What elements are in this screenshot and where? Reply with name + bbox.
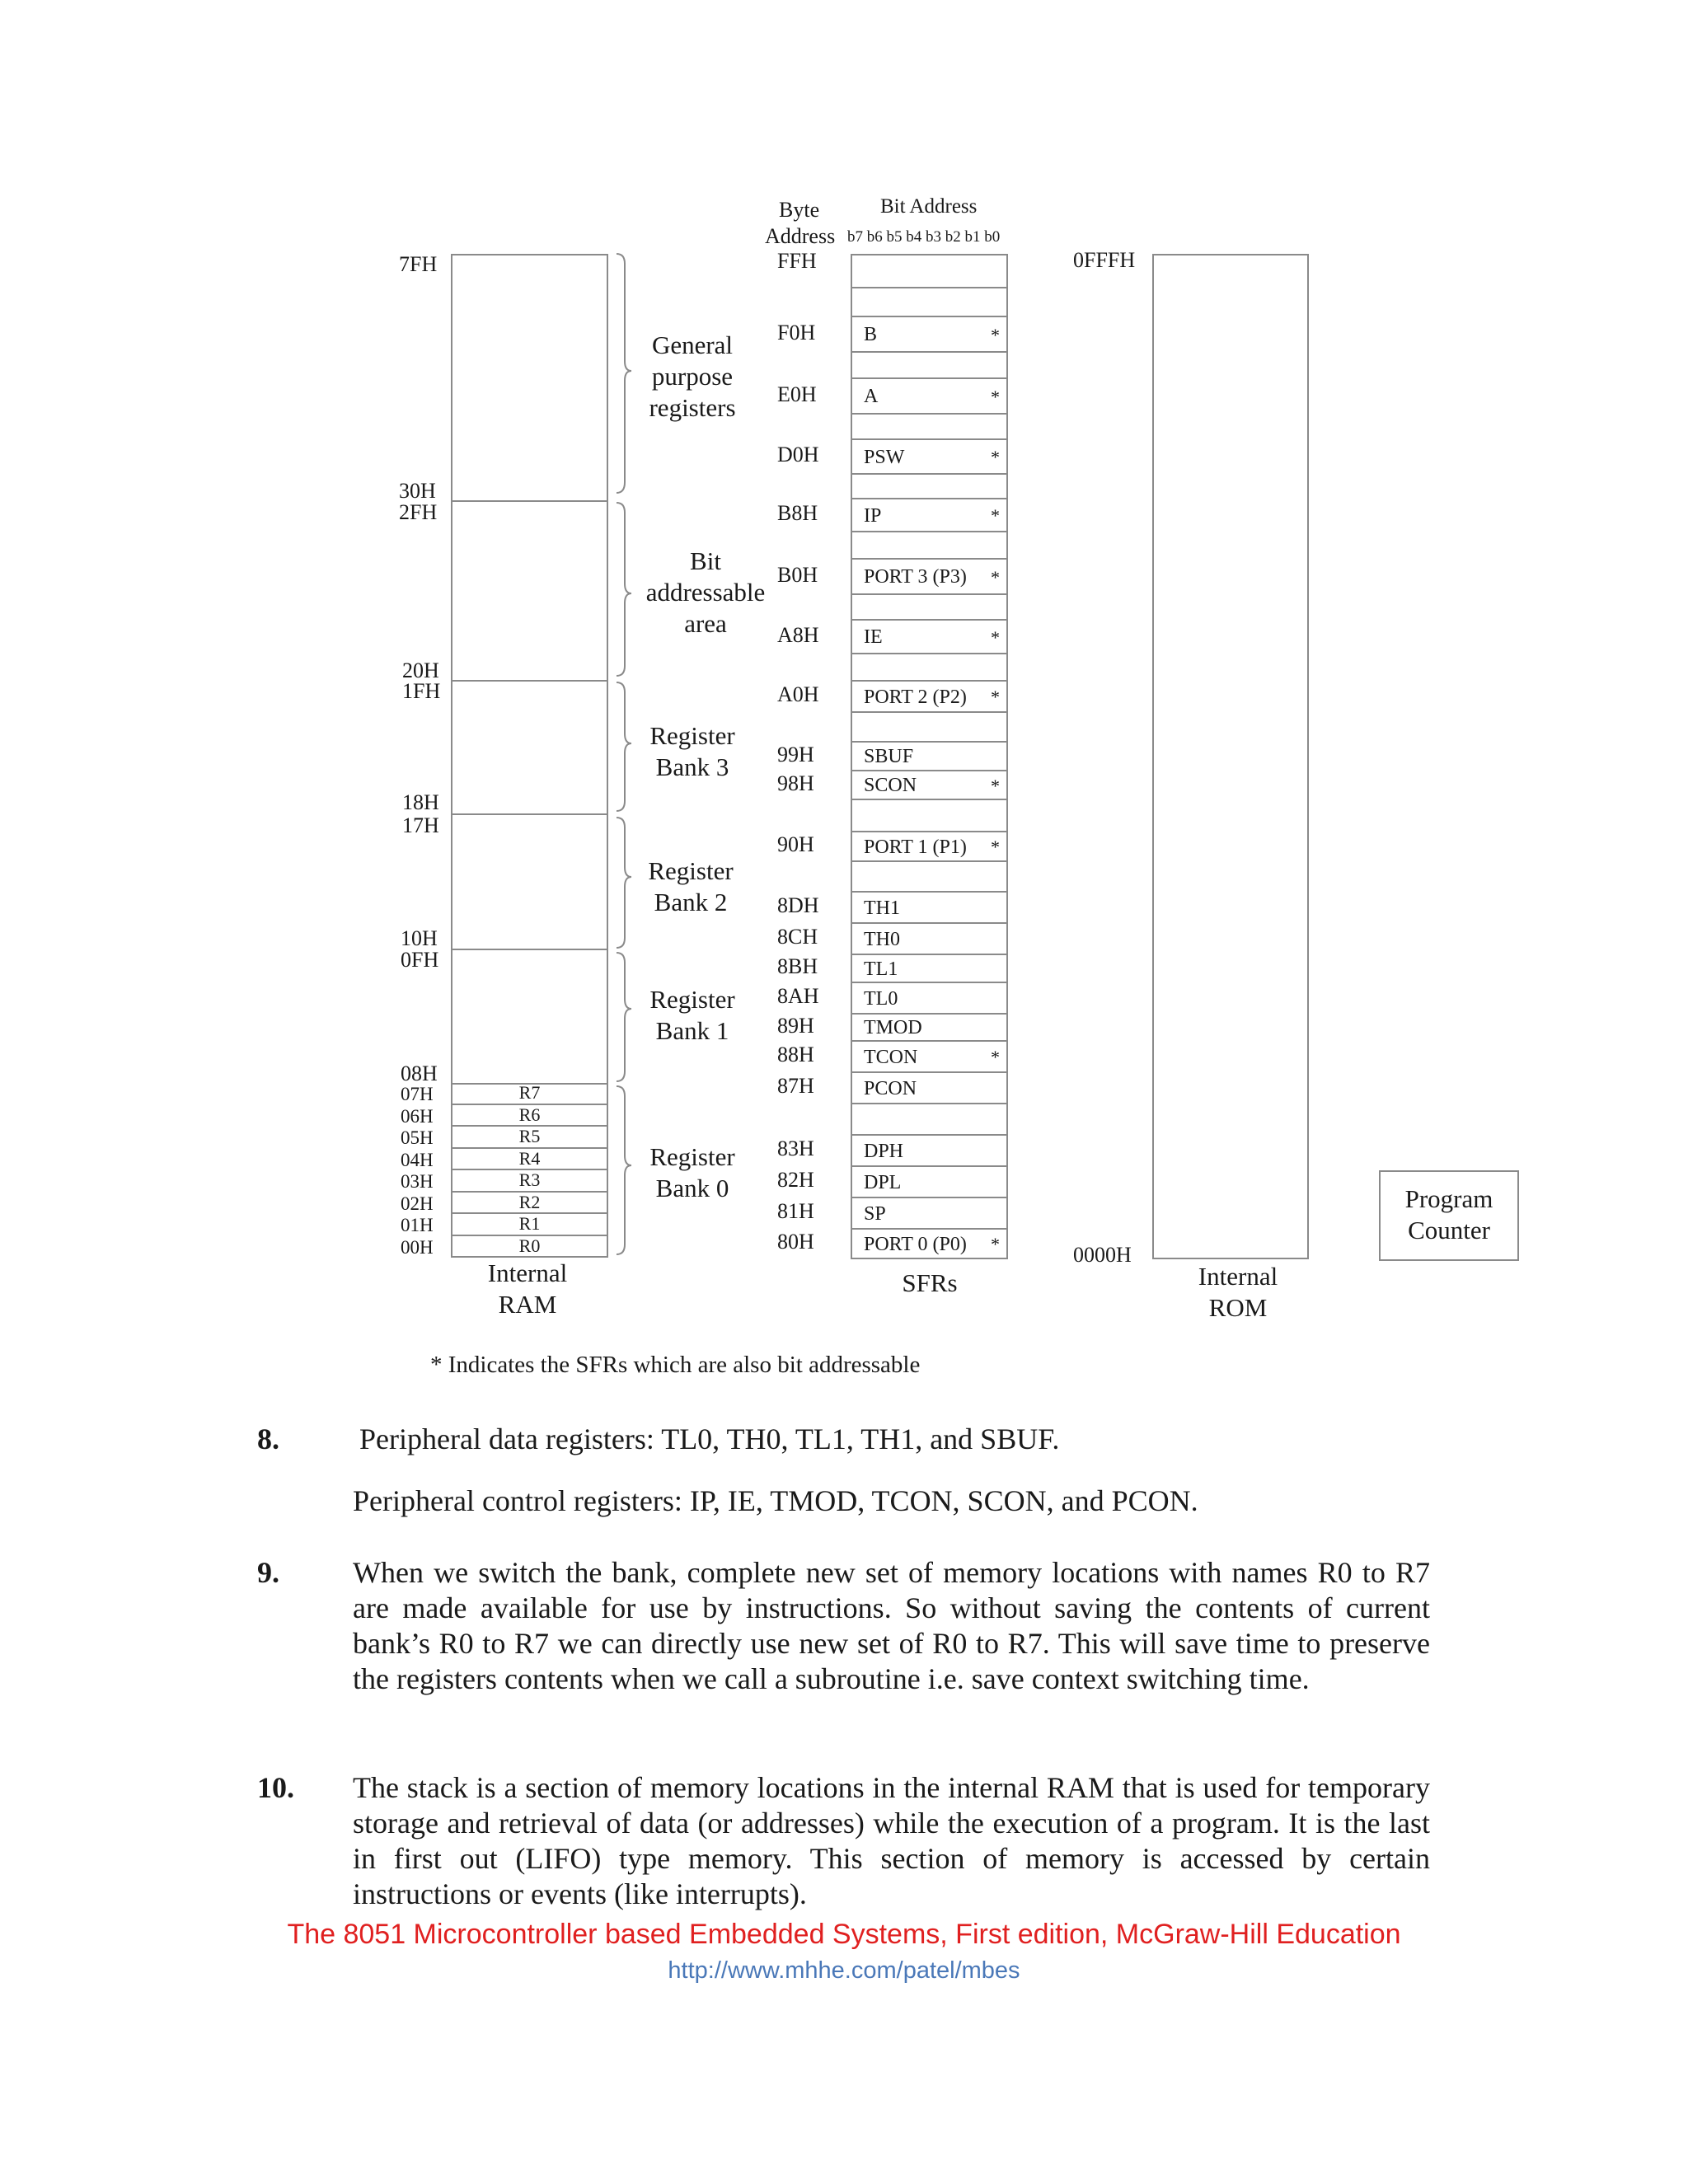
ram-address-label: 10H xyxy=(401,926,438,950)
region-label-bit-addressable: Bit addressable area xyxy=(645,546,766,638)
sfr-byte-address: 8CH xyxy=(777,925,818,949)
ram-address-label: 00H xyxy=(401,1237,434,1258)
ram-address-label: 0FH xyxy=(401,948,439,972)
item-number-10: 10. xyxy=(257,1771,294,1804)
sfr-byte-address: 87H xyxy=(777,1074,814,1098)
sfr-header-byte: Byte xyxy=(779,198,820,222)
footer-book-title: The 8051 Microcontroller based Embedded Systems, First edition, McGraw-Hill Education xyxy=(287,1919,1401,1950)
ram-divider xyxy=(451,500,608,502)
sfr-cell xyxy=(851,743,1008,771)
sfr-name: TL1 xyxy=(864,958,898,980)
sfr-caption: SFRs xyxy=(902,1268,958,1297)
sfr-cell xyxy=(851,955,1008,983)
sfr-byte-address: 90H xyxy=(777,832,814,856)
sfr-byte-address: E0H xyxy=(777,382,817,406)
sfr-cell xyxy=(851,317,1008,353)
ram-address-label: 17H xyxy=(402,813,439,837)
item-number-9: 9. xyxy=(257,1556,279,1589)
item-9-text: When we switch the bank, complete new set of memory locations with names R0 to R7 are made available for use by instructions. So without saving the contents of current bank’s R0 to R7 we can directly use new set of R0 to R7. This will save time to preserve the registers contents when we call a subroutine i.e. save context switching time. xyxy=(353,1556,1430,1695)
sfr-cell xyxy=(851,379,1008,415)
sfr-name: PCON xyxy=(864,1078,917,1099)
bit-addressable-note: * Indicates the SFRs which are also bit addressable xyxy=(430,1352,921,1378)
sfr-byte-address: 83H xyxy=(777,1137,814,1160)
region-label-register-bank-0: Register Bank 0 xyxy=(649,1142,735,1202)
ram-address-label: 03H xyxy=(401,1171,434,1192)
sfr-cell xyxy=(851,832,1008,862)
bit-addressable-marker: * xyxy=(991,387,1000,407)
bit-addressable-marker: * xyxy=(991,776,1000,796)
sfr-byte-address: 81H xyxy=(777,1199,814,1223)
ram-address-label: 30H xyxy=(399,479,436,503)
item-10-text: The stack is a section of memory locations in the internal RAM that is used for temporary storage and retrieval of data (or addresses) while the execution of a program. It is the last in first out (LIFO) type memory. This section of memory is accessed by certain instructions or events (like interrupts). xyxy=(353,1771,1430,1910)
ram-divider xyxy=(451,949,608,950)
sfr-cell xyxy=(851,1042,1008,1073)
program-counter-box xyxy=(1379,1170,1519,1261)
rom-address-bottom: 0000H xyxy=(1073,1243,1132,1267)
ram-address-label: 01H xyxy=(401,1215,434,1235)
sfr-name: B xyxy=(864,324,878,345)
bit-addressable-marker: * xyxy=(991,325,1000,345)
bit-addressable-marker: * xyxy=(991,687,1000,707)
register-cell: R1 xyxy=(451,1214,608,1236)
brace-bank-3 xyxy=(617,682,631,811)
ram-address-label: 7FH xyxy=(399,252,438,276)
sfr-name: SBUF xyxy=(864,746,914,767)
brace-bit-addressable xyxy=(617,503,631,676)
sfr-name: A xyxy=(864,386,879,407)
sfr-name: TMOD xyxy=(864,1017,922,1038)
sfr-byte-address: B8H xyxy=(777,501,818,525)
register-cell: R2 xyxy=(451,1193,608,1214)
internal-rom-caption: Internal ROM xyxy=(1198,1262,1278,1322)
sfr-name: TH0 xyxy=(864,929,900,950)
register-cell: R7 xyxy=(451,1083,608,1105)
ram-address-label: 08H xyxy=(401,1062,438,1085)
brace-bank-0 xyxy=(617,1086,631,1254)
sfr-byte-address: B0H xyxy=(777,563,818,587)
sfr-name: PORT 1 (P1) xyxy=(864,837,967,858)
program-counter-label: Program Counter xyxy=(1404,1184,1493,1244)
item-number-8: 8. xyxy=(257,1422,279,1455)
sfr-byte-address: 99H xyxy=(777,743,814,766)
sfr-byte-address: A0H xyxy=(777,682,819,706)
ram-address-label: 06H xyxy=(401,1106,434,1127)
sfr-cell xyxy=(851,532,1008,560)
sfr-byte-address: 8AH xyxy=(777,984,819,1008)
item-8-data-registers: Peripheral data registers: TL0, TH0, TL1, TH1, and SBUF. xyxy=(359,1422,1060,1455)
sfr-name: PORT 3 (P3) xyxy=(864,566,967,588)
ram-address-label: 04H xyxy=(401,1150,434,1170)
ram-address-label: 07H xyxy=(401,1084,434,1104)
sfr-cell xyxy=(851,1230,1008,1259)
sfr-cell xyxy=(851,254,1008,288)
sfr-name: PORT 0 (P0) xyxy=(864,1234,967,1255)
sfr-byte-address: 8BH xyxy=(777,954,818,978)
sfr-cell xyxy=(851,682,1008,713)
ram-address-label: 20H xyxy=(402,658,439,682)
sfr-cell xyxy=(851,560,1008,595)
region-label-register-bank-1: Register Bank 1 xyxy=(649,985,735,1045)
item-8-control-registers: Peripheral control registers: IP, IE, TMOD, TCON, SCON, and PCON. xyxy=(353,1484,1198,1517)
sfr-byte-address: 98H xyxy=(777,771,814,795)
ram-address-label: 05H xyxy=(401,1127,434,1148)
sfr-name: SCON xyxy=(864,775,917,796)
bit-addressable-marker: * xyxy=(991,1047,1000,1067)
sfr-name: TL0 xyxy=(864,988,898,1010)
sfr-cell xyxy=(851,800,1008,832)
ram-divider xyxy=(451,813,608,815)
footer-url-link[interactable]: http://www.mhhe.com/patel/mbes xyxy=(668,1957,1020,1984)
sfr-cell xyxy=(851,771,1008,800)
sfr-name: SP xyxy=(864,1203,886,1225)
sfr-byte-address: F0H xyxy=(777,321,816,344)
bit-addressable-marker: * xyxy=(991,1234,1000,1254)
rom-address-top: 0FFFH xyxy=(1073,248,1136,272)
sfr-cell xyxy=(851,440,1008,475)
sfr-name: IP xyxy=(864,505,882,527)
sfr-cell xyxy=(851,654,1008,682)
sfr-cell xyxy=(851,893,1008,924)
sfr-cell xyxy=(851,1015,1008,1042)
sfr-cell xyxy=(851,415,1008,440)
region-label-register-bank-3: Register Bank 3 xyxy=(649,721,735,781)
sfr-name: DPH xyxy=(864,1141,904,1162)
bit-addressable-marker: * xyxy=(991,627,1000,648)
bit-addressable-marker: * xyxy=(991,567,1000,588)
register-cell: R4 xyxy=(451,1149,608,1170)
sfr-name: IE xyxy=(864,626,883,648)
sfr-cell xyxy=(851,862,1008,893)
sfr-name: PORT 2 (P2) xyxy=(864,687,967,708)
ram-address-label: 18H xyxy=(402,790,439,814)
sfr-header-address: Address xyxy=(765,224,836,248)
region-label-register-bank-2: Register Bank 2 xyxy=(648,856,734,916)
sfr-header-bits: b7 b6 b5 b4 b3 b2 b1 b0 xyxy=(847,228,1001,246)
internal-ram-caption: Internal RAM xyxy=(487,1258,568,1319)
sfr-cell xyxy=(851,1167,1008,1198)
sfr-cell xyxy=(851,713,1008,743)
register-cell: R3 xyxy=(451,1170,608,1193)
sfr-cell xyxy=(851,475,1008,499)
bit-addressable-marker: * xyxy=(991,447,1000,467)
sfr-byte-address: 88H xyxy=(777,1043,814,1066)
bit-addressable-marker: * xyxy=(991,505,1000,526)
sfr-name: PSW xyxy=(864,447,905,468)
sfr-header-bit-address: Bit Address xyxy=(880,195,978,218)
register-cell: R6 xyxy=(451,1105,608,1127)
sfr-name: TCON xyxy=(864,1047,918,1068)
sfr-cell xyxy=(851,1198,1008,1230)
sfr-byte-address: FFH xyxy=(777,249,817,273)
bit-addressable-marker: * xyxy=(991,837,1000,857)
sfr-cell xyxy=(851,621,1008,654)
sfr-byte-address: 8DH xyxy=(777,893,819,917)
sfr-cell xyxy=(851,595,1008,621)
brace-bank-1 xyxy=(617,953,631,1081)
region-label-general-purpose: General purpose registers xyxy=(649,330,736,422)
ram-address-label: 02H xyxy=(401,1193,434,1214)
sfr-byte-address: 80H xyxy=(777,1230,814,1254)
rom-column xyxy=(1152,254,1309,1259)
sfr-name: TH1 xyxy=(864,898,900,919)
brace-bank-2 xyxy=(617,818,631,948)
sfr-cell xyxy=(851,1073,1008,1104)
sfr-cell xyxy=(851,1136,1008,1167)
ram-address-label: 2FH xyxy=(399,500,438,524)
sfr-cell xyxy=(851,983,1008,1015)
brace-general-purpose xyxy=(617,254,631,493)
sfr-byte-address: 89H xyxy=(777,1014,814,1038)
sfr-cell xyxy=(851,288,1008,317)
sfr-cell xyxy=(851,924,1008,955)
ram-address-label: 1FH xyxy=(402,679,441,703)
sfr-cell xyxy=(851,1104,1008,1136)
register-cell: R5 xyxy=(451,1127,608,1149)
sfr-byte-address: D0H xyxy=(777,443,819,466)
sfr-byte-address: A8H xyxy=(777,623,819,647)
sfr-name: DPL xyxy=(864,1172,902,1193)
sfr-cell xyxy=(851,353,1008,379)
ram-divider xyxy=(451,680,608,682)
sfr-byte-address: 82H xyxy=(777,1168,814,1192)
sfr-cell xyxy=(851,499,1008,532)
register-cell: R0 xyxy=(451,1236,608,1258)
